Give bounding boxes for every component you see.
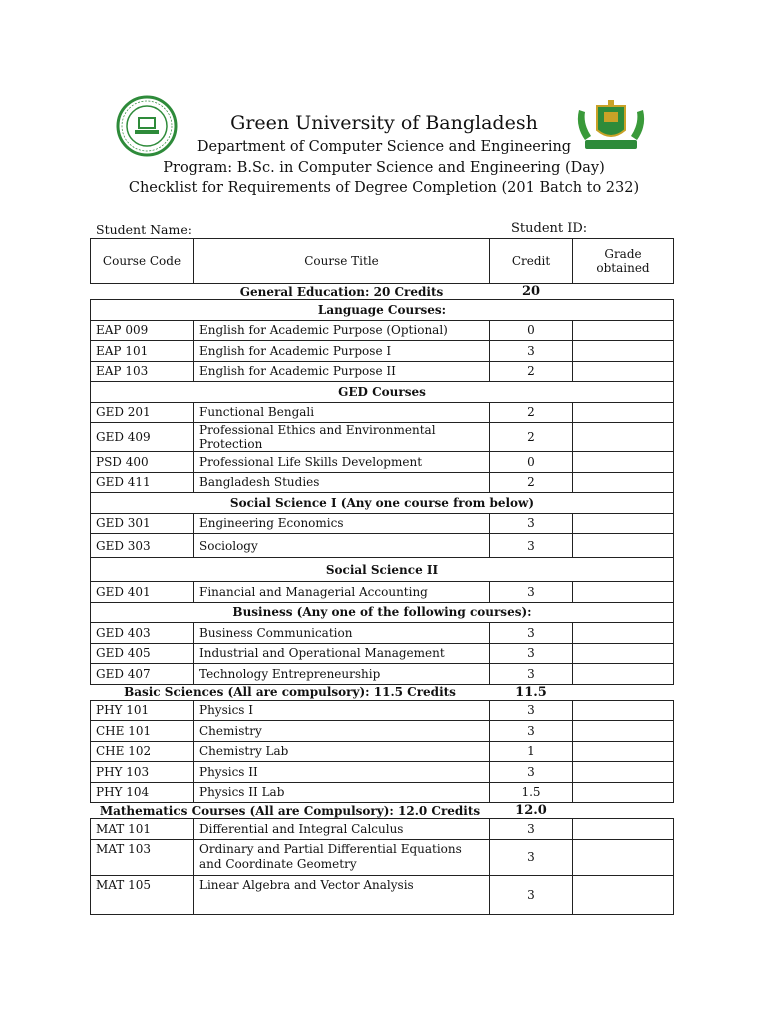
section-business: Business (Any one of the following courses): (91, 602, 674, 623)
course-checklist-table (90, 238, 673, 915)
grade-cell[interactable] (573, 839, 674, 875)
header-course-code: Course Code (91, 239, 194, 284)
table-row: PHY 101 Physics I 3 (91, 700, 674, 721)
table-row: GED 409 Professional Ethics and Environmental Protection 2 (91, 423, 674, 452)
table-row: PHY 104 Physics II Lab 1.5 (91, 782, 674, 803)
table-row: GED 405 Industrial and Operational Management 3 (91, 643, 674, 664)
grade-cell[interactable] (573, 782, 674, 803)
grade-cell[interactable] (573, 875, 674, 914)
grade-cell[interactable] (573, 819, 674, 840)
table-row: MAT 101 Differential and Integral Calculus 3 (91, 819, 674, 840)
grade-cell[interactable] (573, 513, 674, 534)
basic-sciences-total: 11.5 (490, 684, 573, 700)
program-name: Program: B.Sc. in Computer Science and Engineering (Day) (163, 160, 605, 176)
table-row: EAP 009 English for Academic Purpose (Optional) 0 (91, 320, 674, 341)
grade-cell[interactable] (573, 534, 674, 558)
table-row: MAT 103 Ordinary and Partial Differential Equations and Coordinate Geometry 3 (91, 839, 674, 875)
grade-cell[interactable] (573, 700, 674, 721)
mathematics-total: 12.0 (490, 803, 573, 819)
student-id-label: Student ID: (511, 221, 588, 236)
table-row: CHE 102 Chemistry Lab 1 (91, 741, 674, 762)
grade-cell[interactable] (573, 721, 674, 742)
table-row: EAP 101 English for Academic Purpose I 3 (91, 341, 674, 362)
table-row: GED 411 Bangladesh Studies 2 (91, 472, 674, 493)
grade-cell[interactable] (573, 664, 674, 685)
grade-cell[interactable] (573, 623, 674, 644)
table-row: GED 303 Sociology 3 (91, 534, 674, 558)
grade-cell[interactable] (573, 452, 674, 473)
section-social-science-2: Social Science II (91, 558, 674, 582)
table-row: MAT 105 Linear Algebra and Vector Analysis 3 (91, 875, 674, 914)
checklist-title: Checklist for Requirements of Degree Completion (201 Batch to 232) (128, 180, 640, 196)
section-social-science-1: Social Science I (Any one course from below) (91, 493, 674, 514)
table-row: PHY 103 Physics II 3 (91, 762, 674, 783)
grade-cell[interactable] (573, 402, 674, 423)
department-name: Department of Computer Science and Engineering (196, 139, 572, 155)
table-row: EAP 103 English for Academic Purpose II 2 (91, 361, 674, 382)
table-row: CHE 101 Chemistry 3 (91, 721, 674, 742)
table-row: GED 301 Engineering Economics 3 (91, 513, 674, 534)
header-grade: Grade obtained (573, 239, 674, 284)
table-row: GED 401 Financial and Managerial Accounting 3 (91, 582, 674, 603)
table-row: GED 201 Functional Bengali 2 (91, 402, 674, 423)
section-language: Language Courses: (91, 300, 674, 321)
grade-cell[interactable] (573, 643, 674, 664)
header-credit: Credit (490, 239, 573, 284)
university-title: Green University of Bangladesh (230, 112, 538, 134)
grade-cell[interactable] (573, 423, 674, 452)
grade-cell[interactable] (573, 320, 674, 341)
mathematics-summary: Mathematics Courses (All are Compulsory): 12.0 Credits 12.0 (91, 803, 674, 819)
gen-ed-total: 20 (490, 284, 573, 300)
gen-ed-summary: General Education: 20 Credits 20 (91, 284, 674, 300)
grade-cell[interactable] (573, 361, 674, 382)
basic-sciences-summary: Basic Sciences (All are compulsory): 11.5 Credits 11.5 (91, 684, 674, 700)
grade-cell[interactable] (573, 762, 674, 783)
grade-cell[interactable] (573, 472, 674, 493)
table-header-row (91, 239, 674, 284)
grade-cell[interactable] (573, 341, 674, 362)
grade-cell[interactable] (573, 582, 674, 603)
section-ged: GED Courses (91, 382, 674, 403)
table-row: PSD 400 Professional Life Skills Development 0 (91, 452, 674, 473)
table-row: GED 403 Business Communication 3 (91, 623, 674, 644)
student-name-label: Student Name: (96, 222, 192, 237)
grade-cell[interactable] (573, 741, 674, 762)
table-row: GED 407 Technology Entrepreneurship 3 (91, 664, 674, 685)
header-course-title: Course Title (194, 239, 490, 284)
